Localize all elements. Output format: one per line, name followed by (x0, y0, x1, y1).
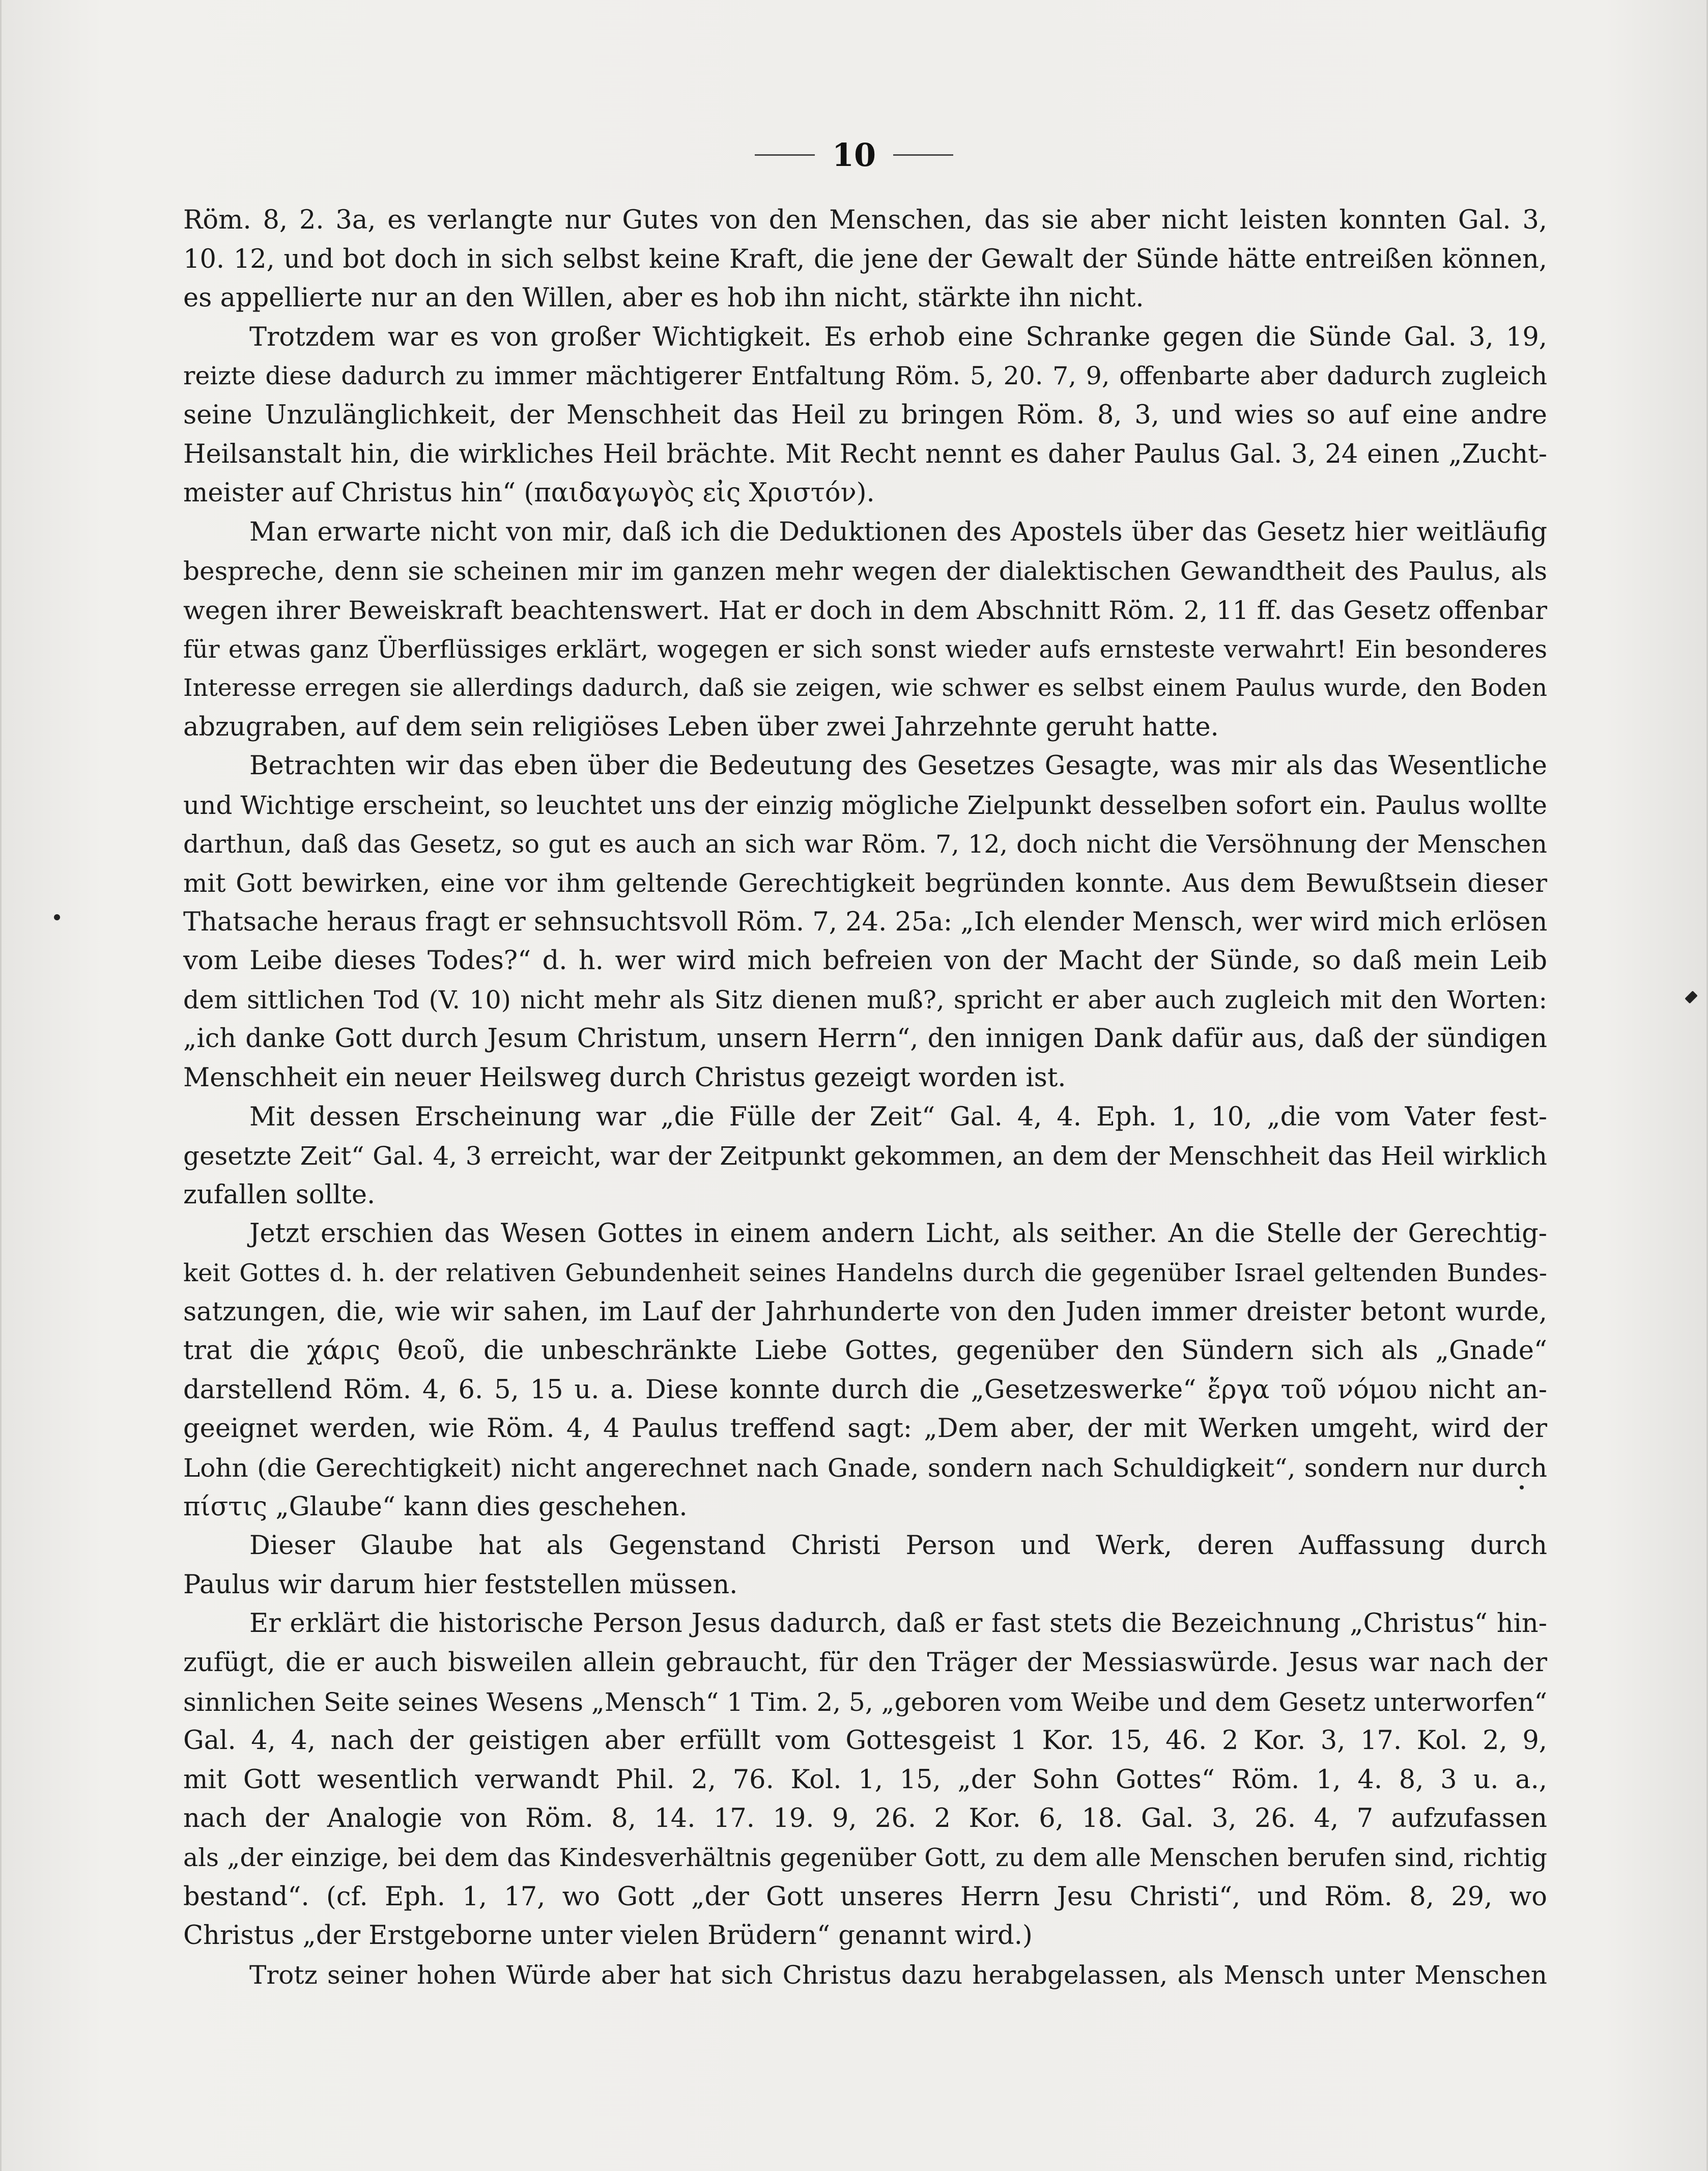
text-line: Lohn (die Gerechtigkeit) nicht angerechnet nach Gnade, sondern nach Schuldigkeit“, sondern nur durch (183, 1453, 1547, 1483)
text-line: Paulus wir darum hier feststellen müssen. (183, 1569, 738, 1600)
header-rule-right (893, 154, 953, 156)
text-line: zufallen sollte. (183, 1179, 376, 1210)
text-line: 10. 12, und bot doch in sich selbst keine Kraft, die jene der Gewalt der Sünde hätte entreißen können, (183, 244, 1547, 274)
text-line: es appellierte nur an den Willen, aber es hob ihn nicht, stärkte ihn nicht. (183, 283, 1144, 314)
header-rule-left (755, 154, 815, 156)
text-line: satzungen, die, wie wir sahen, im Lauf der Jahrhunderte von den Juden immer dreister betont wurde, (183, 1296, 1547, 1327)
page-header (0, 136, 1708, 174)
margin-mark (1685, 991, 1697, 1003)
text-line: sinnlichen Seite seines Wesens „Mensch“ 1 Tim. 2, 5, „geboren vom Weibe und dem Gesetz unterworfen“ (183, 1687, 1547, 1717)
text-line: meister auf Christus hin“ (παιδαγωγὸς εἰς Χριστόν). (183, 478, 875, 509)
text-line: vom Leibe dieses Todes?“ d. h. wer wird mich befreien von der Macht der Sünde, so daß mein Leib (183, 946, 1547, 976)
text-line: Christus „der Erstgeborne unter vielen Brüdern“ genannt wird.) (183, 1921, 1033, 1951)
text-line: trat die χάρις θεοῦ, die unbeschränkte Liebe Gottes, gegenüber den Sündern sich als „Gnade“ (183, 1336, 1547, 1366)
print-speck (1520, 1485, 1524, 1489)
text-line: mit Gott bewirken, eine vor ihm geltende Gerechtigkeit begründen konnte. Aus dem Bewußtsein dieser (183, 868, 1547, 898)
text-line: mit Gott wesentlich verwandt Phil. 2, 76. Kol. 1, 15, „der Sohn Gottes“ Röm. 1, 4. 8, 3 u. a., (183, 1764, 1547, 1795)
text-line: Trotzdem war es von großer Wichtigkeit. Es erhob eine Schranke gegen die Sünde Gal. 3, 19, (249, 322, 1547, 352)
text-line: Menschheit ein neuer Heilsweg durch Christus gezeigt worden ist. (183, 1063, 1066, 1093)
text-line: darstellend Röm. 4, 6. 5, 15 u. a. Diese konnte durch die „Gesetzeswerke“ ἔργα τοῦ νόμου nicht an- (183, 1374, 1547, 1405)
text-line: für etwas ganz Überflüssiges erklärt, wogegen er sich sonst wieder aufs ernsteste verwahrt! Ein besonderes (183, 635, 1547, 664)
text-line: Interesse erregen sie allerdings dadurch, daß sie zeigen, wie schwer es selbst einem Paulus wurde, den Boden (183, 674, 1547, 702)
text-line: Betrachten wir das eben über die Bedeutung des Gesetzes Gesagte, was mir als das Wesentliche (249, 751, 1547, 781)
text-line: Dieser Glaube hat als Gegenstand Christi Person und Werk, deren Auffassung durch (249, 1531, 1547, 1561)
text-line: Röm. 8, 2. 3a, es verlangte nur Gutes von den Menschen, das sie aber nicht leisten konnten Gal. 3, (183, 205, 1547, 235)
text-line: seine Unzulänglichkeit, der Menschheit das Heil zu bringen Röm. 8, 3, und wies so auf eine andre (183, 400, 1547, 430)
text-line: bespreche, denn sie scheinen mir im ganzen mehr wegen der dialektischen Gewandtheit des Paulus, als (183, 556, 1547, 586)
page-edge-left (0, 0, 2, 2171)
text-line: Jetzt erschien das Wesen Gottes in einem andern Licht, als seither. An die Stelle der Gerechtig- (249, 1219, 1547, 1249)
text-line: gesetzte Zeit“ Gal. 4, 3 erreicht, war der Zeitpunkt gekommen, an dem der Menschheit das Heil wirklich (183, 1141, 1547, 1171)
text-line: keit Gottes d. h. der relativen Gebundenheit seines Handelns durch die gegenüber Israel geltenden Bundes- (183, 1259, 1547, 1288)
text-line: dem sittlichen Tod (V. 10) nicht mehr als Sitz dienen muß?, spricht er aber auch zugleich mit den Worten: (183, 985, 1547, 1014)
text-line: und Wichtige erscheint, so leuchtet uns der einzig mögliche Zielpunkt desselben sofort ein. Paulus wollte (183, 790, 1547, 820)
text-line: Mit dessen Erscheinung war „die Fülle der Zeit“ Gal. 4, 4. Eph. 1, 10, „die vom Vater fest- (249, 1102, 1547, 1132)
page-number: 10 (832, 136, 876, 174)
body-text (183, 201, 1547, 1994)
text-line: abzugraben, auf dem sein religiöses Leben über zwei Jahrzehnte geruht hatte. (183, 712, 1219, 742)
text-line: Er erklärt die historische Person Jesus dadurch, daß er fast stets die Bezeichnung „Christus“ hin- (249, 1609, 1547, 1639)
text-line: nach der Analogie von Röm. 8, 14. 17. 19. 9, 26. 2 Kor. 6, 18. Gal. 3, 26. 4, 7 aufzufassen (183, 1803, 1547, 1834)
text-line: „ich danke Gott durch Jesum Christum, unsern Herrn“, den innigen Dank dafür aus, daß der sündigen (183, 1024, 1547, 1054)
text-line: wegen ihrer Beweiskraft beachtenswert. Hat er doch in dem Abschnitt Röm. 2, 11 ff. das Gesetz offenbar (183, 595, 1547, 625)
text-line: Man erwarte nicht von mir, daß ich die Deduktionen des Apostels über das Gesetz hier weitläufig (249, 517, 1547, 547)
text-line: darthun, daß das Gesetz, so gut es auch an sich war Röm. 7, 12, doch nicht die Versöhnung der Menschen (183, 829, 1547, 859)
text-line: zufügt, die er auch bisweilen allein gebraucht, für den Träger der Messiaswürde. Jesus war nach der (183, 1647, 1547, 1678)
text-line: Trotz seiner hohen Würde aber hat sich Christus dazu herabgelassen, als Mensch unter Menschen (249, 1960, 1547, 1990)
text-line: Gal. 4, 4, nach der geistigen aber erfüllt vom Gottesgeist 1 Kor. 15, 46. 2 Kor. 3, 17. Kol. 2, 9, (183, 1726, 1547, 1756)
text-line: als „der einzige, bei dem das Kindesverhältnis gegenüber Gott, zu dem alle Menschen berufen sind, richtig (183, 1843, 1547, 1872)
text-line: πίστις „Glaube“ kann dies geschehen. (183, 1491, 688, 1522)
text-line: geeignet werden, wie Röm. 4, 4 Paulus treffend sagt: „Dem aber, der mit Werken umgeht, wird der (183, 1414, 1547, 1444)
text-line: reizte diese dadurch zu immer mächtigerer Entfaltung Röm. 5, 20. 7, 9, offenbarte aber dadurch zugleich (183, 361, 1547, 391)
text-line: Heilsanstalt hin, die wirkliches Heil brächte. Mit Recht nennt es daher Paulus Gal. 3, 24 einen „Zucht- (183, 439, 1547, 469)
text-line: Thatsache heraus fragt er sehnsuchtsvoll Röm. 7, 24. 25a: „Ich elender Mensch, wer wird mich erlösen (183, 907, 1547, 937)
print-speck (54, 914, 60, 920)
text-line: bestand“. (cf. Eph. 1, 17, wo Gott „der Gott unseres Herrn Jesu Christi“, und Röm. 8, 29, wo (183, 1881, 1547, 1912)
